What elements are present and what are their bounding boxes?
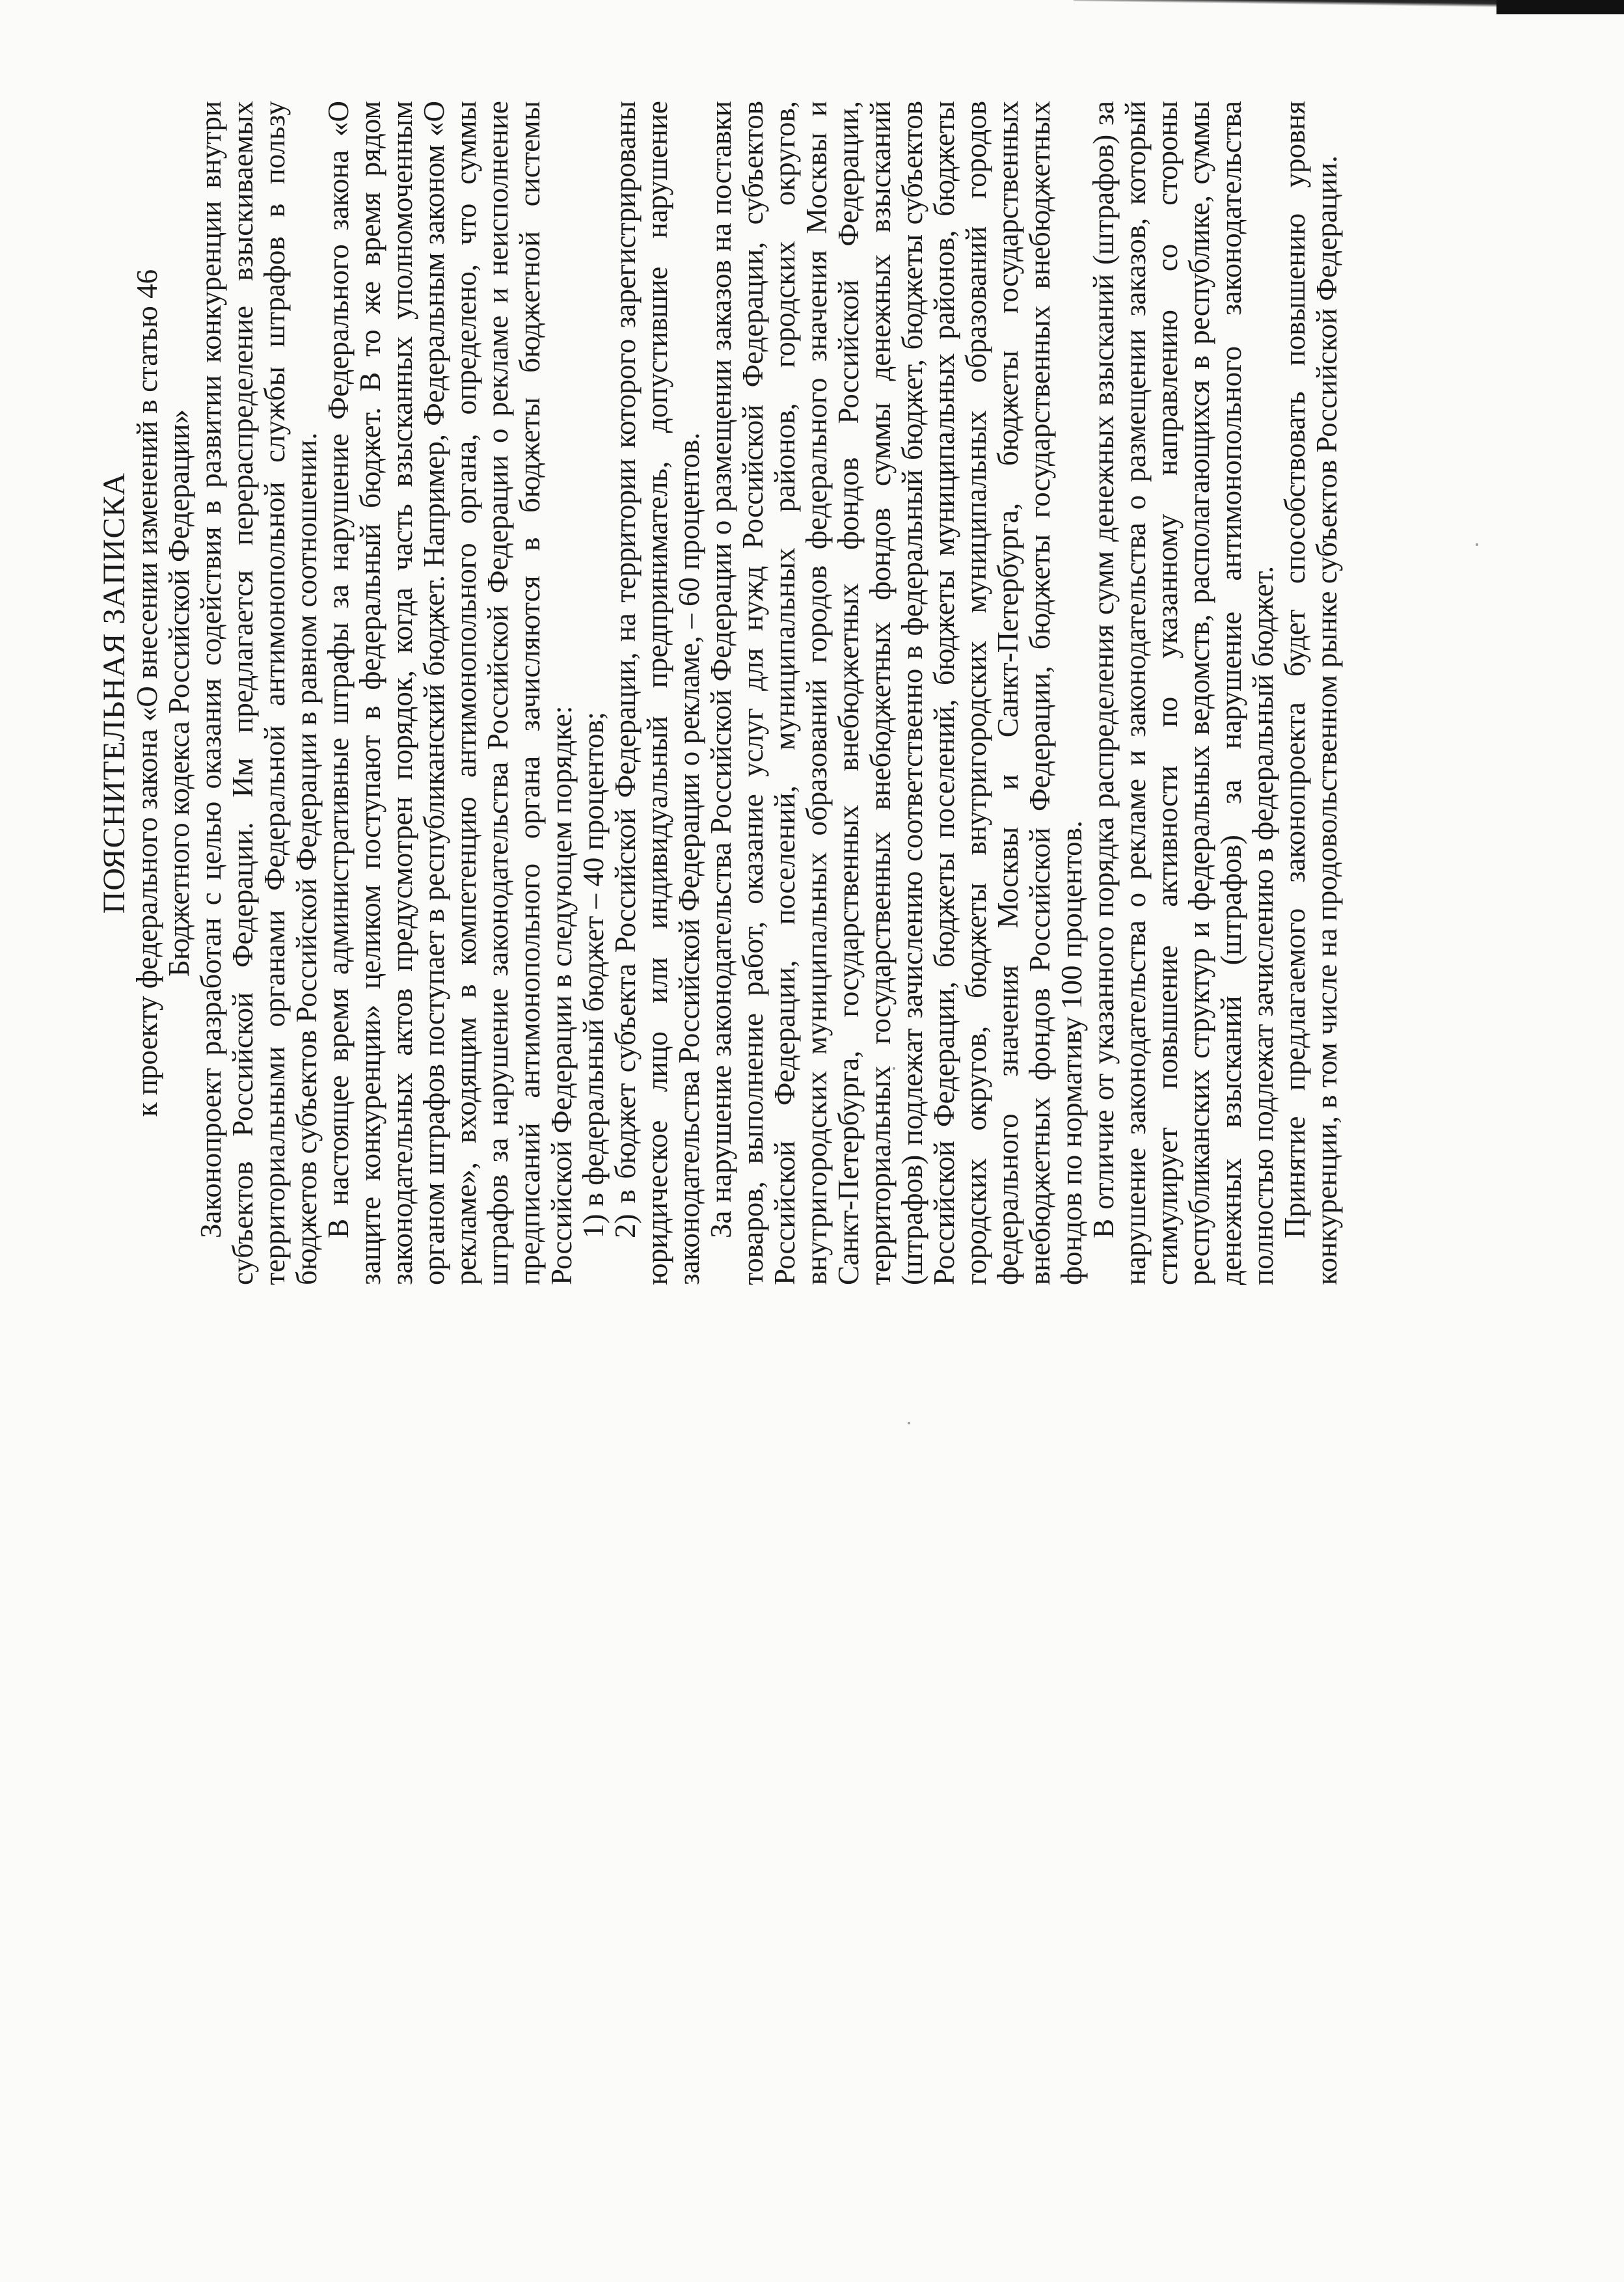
paragraph-procurement: За нарушение законодательства Российской Федерации о размещении заказов на поставки товаров, выполнение работ, оказание услуг для нужд Российской Федерации, субъектов Российской Федерации, поселений, муниципальных районов, городских округов, внутригородских муниципальных образований городов федерального значения Москвы и Санкт-Петербурга, государственных внебюджетных фондов Российской Федерации, территориальных государственных внебюджетных фондов суммы денежных взысканий (штрафов) подлежат зачислению соответственно в федеральный бюджет, бюджеты субъектов Российской Федерации, бюджеты поселений, бюджеты муниципальных районов, бюджеты городских округов, бюджеты внутригородских муниципальных образований городов федерального значения Москвы и Санкт-Петербурга, бюджеты государственных внебюджетных фондов Российской Федерации, бюджеты государственных внебюджетных фондов по нормативу 100 процентов. [705, 101, 1088, 1285]
document-body [98, 101, 1343, 1285]
document-title: ПОЯСНИТЕЛЬНАЯ ЗАПИСКА [97, 472, 131, 914]
paragraph-current-practice: В настоящее время административные штрафы за нарушение Федерального закона «О защите конкуренции» целиком поступают в федеральный бюджет. В то же время рядом законодательных актов предусмотрен порядок, когда часть взысканных уполномоченным органом штрафов поступает в республиканский бюджет. Например, Федеральным законом «О рекламе», входящим в компетенцию антимонопольного органа, определено, что суммы штрафов за нарушение законодательства Российской Федерации о рекламе и неисполнение предписаний антимонопольного органа зачисляются в бюджеты бюджетной системы Российской Федерации в следующем порядке: [322, 101, 578, 1285]
paragraph-conclusion: Принятие предлагаемого законопроекта будет способствовать повышению уровня конкуренции, в том числе на продовольственном рынке субъектов Российской Федерации. [1279, 101, 1343, 1285]
paragraph-purpose: Законопроект разработан с целью оказания содействия в развитии конкуренции внутри субъектов Российской Федерации. Им предлагается перераспределение взыскиваемых территориальными органами Федеральной антимонопольной службы штрафов в пользу бюджетов субъектов Российской Федерации в равном соотношении. [195, 101, 323, 1285]
document-subtitle-line-2: Бюджетного кодекса Российской Федерации» [163, 409, 195, 977]
rotated-document [98, 94, 1490, 2281]
paragraph-difference: В отличие от указанного порядка распределения сумм денежных взысканий (штрафов) за нарушение законодательства о рекламе и законодательства о размещении заказов, который стимулирует повышение активности по указанному направлению со стороны республиканских структур и федеральных ведомств, располагающихся в республике, суммы денежных взысканий (штрафов) за нарушение антимонопольного законодательства полностью подлежат зачислению в федеральный бюджет. [1087, 101, 1279, 1285]
scan-corner-artifact [1496, 0, 1624, 14]
document-subtitle-line-1: к проекту федерального закона «О внесении изменений в статью 46 [131, 269, 163, 1117]
list-item-regional-budget: 2) в бюджет субъекта Российской Федерации, на территории которого зарегистрированы юридическое лицо или индивидуальный предприниматель, допустившие нарушение законодательства Российской Федерации о рекламе, – 60 процентов. [609, 101, 705, 1285]
list-item-federal-budget: 1) в федеральный бюджет – 40 процентов; [577, 711, 610, 1238]
